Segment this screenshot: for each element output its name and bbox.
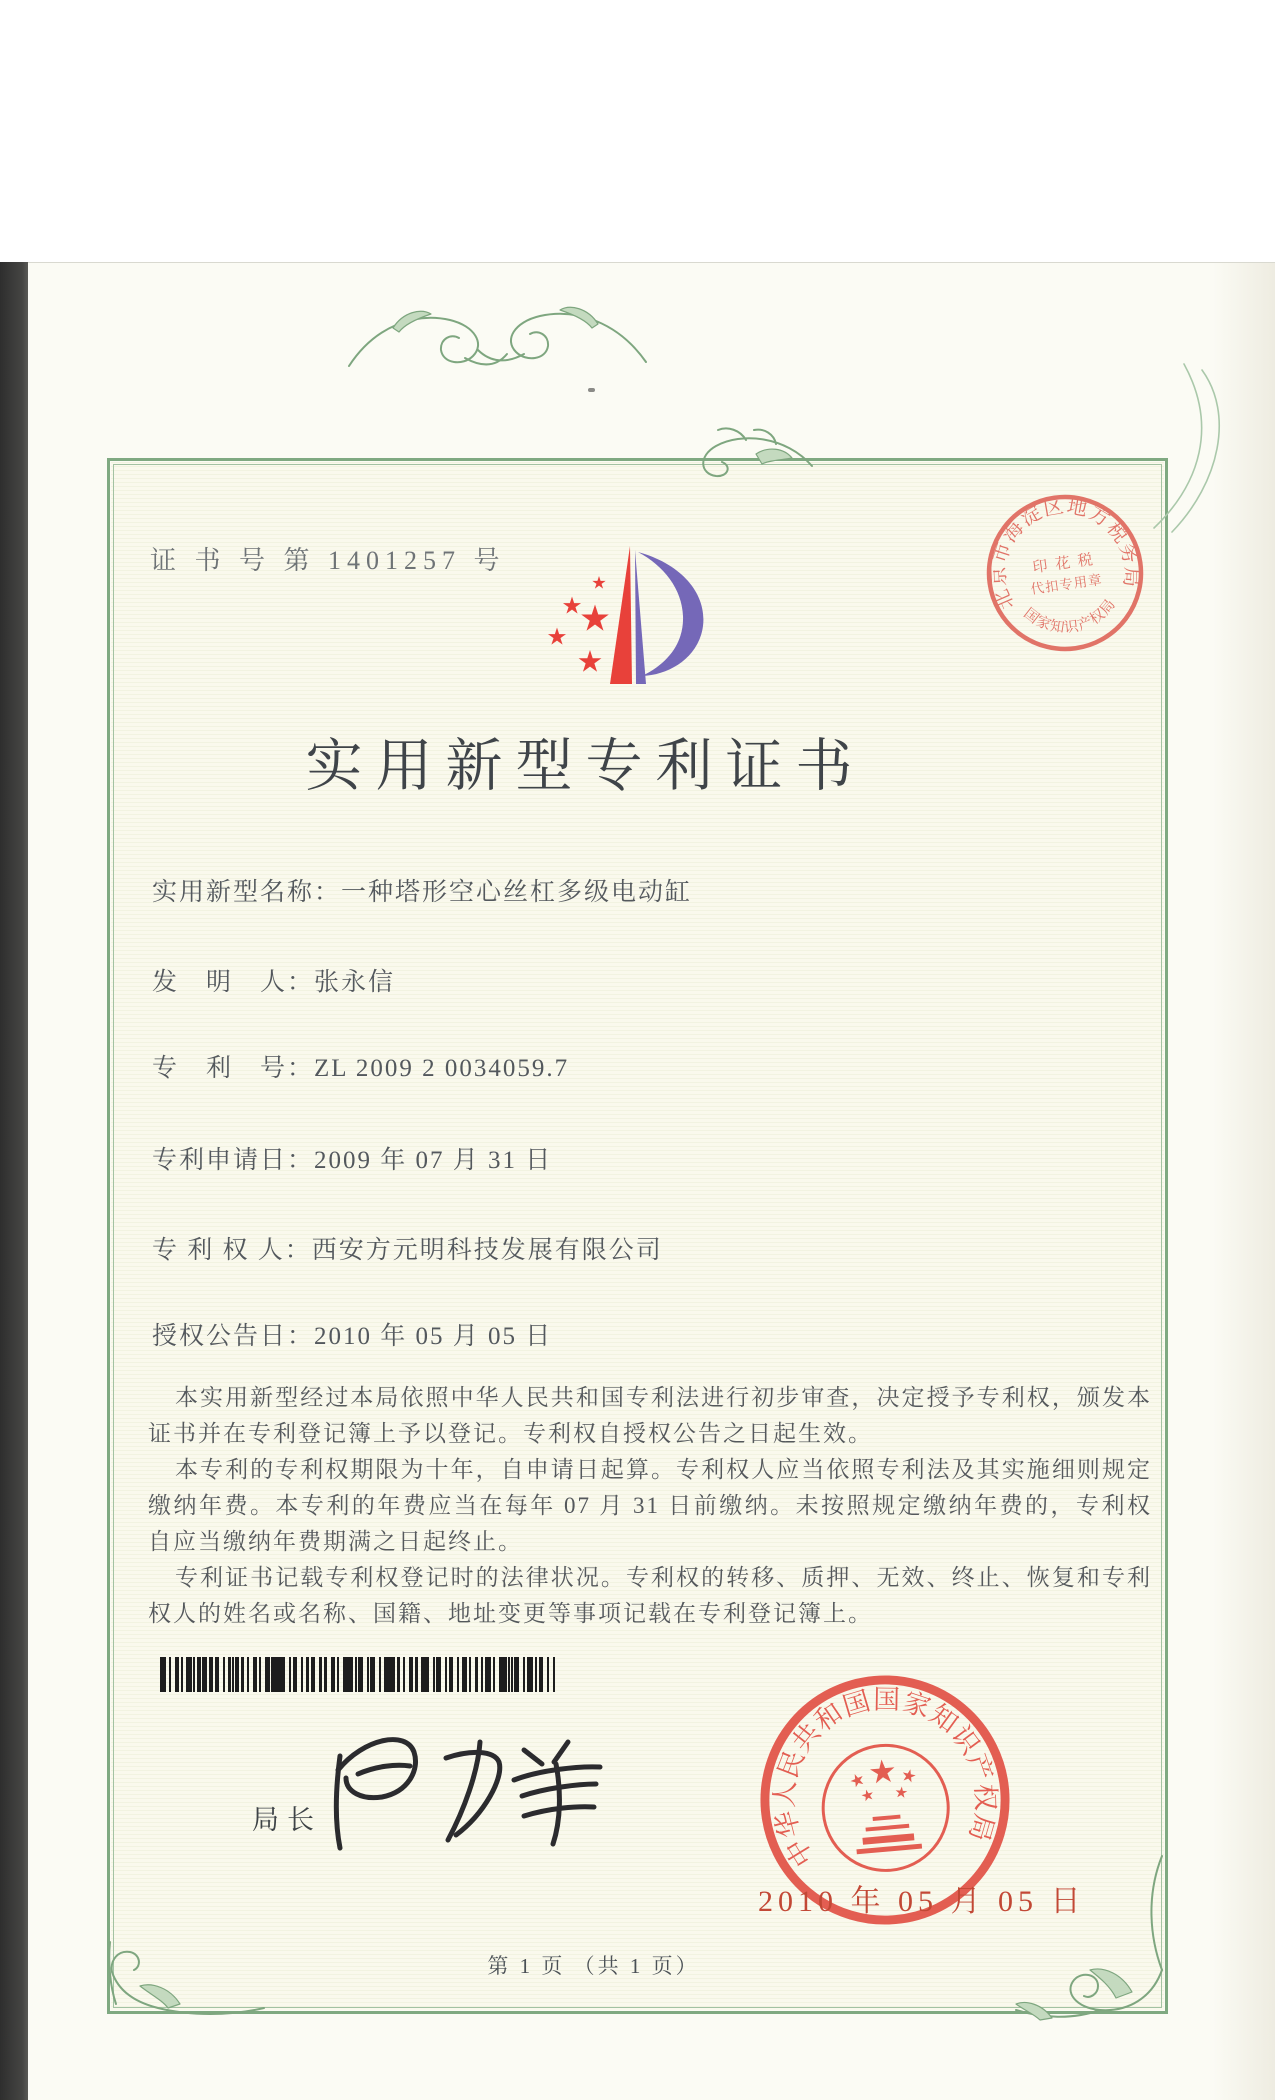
field-value: 2009 年 07 月 31 日 bbox=[314, 1147, 553, 1174]
certificate-title: 实用新型专利证书 bbox=[305, 735, 866, 798]
legal-text-block bbox=[148, 1380, 1152, 1632]
field-label: 专利申请日： bbox=[152, 1147, 315, 1174]
barcode bbox=[160, 1657, 555, 1692]
tax-stamp-seal bbox=[980, 488, 1150, 658]
tax-seal-center-line1: 印 花 税 bbox=[1031, 551, 1096, 577]
field-label: 实用新型名称： bbox=[152, 879, 342, 906]
top-right-corner-flourish-icon bbox=[1142, 356, 1234, 534]
scanner-edge-band bbox=[0, 262, 28, 2100]
field-inventor bbox=[152, 962, 395, 998]
ink-speck bbox=[588, 388, 595, 392]
tax-seal-top-arc-text: 北京市海淀区地方税务局 bbox=[987, 495, 1143, 613]
field-patent-number bbox=[152, 1048, 569, 1084]
field-value: ZL 2009 2 0034059.7 bbox=[314, 1055, 570, 1082]
issue-date: 2010 年 05 月 05 日 bbox=[758, 1885, 1086, 1918]
top-flourish-right-icon bbox=[462, 300, 650, 370]
frame-scroll-ornament-icon bbox=[686, 424, 818, 490]
field-label: 专 利 号： bbox=[152, 1055, 315, 1082]
field-value: 西安方元明科技发展有限公司 bbox=[311, 1237, 663, 1264]
legal-paragraph-3: 专利证书记载专利权登记时的法律状况。专利权的转移、质押、无效、终止、恢复和专利权人的姓名或名称、国籍、地址变更等事项记载在专利登记簿上。 bbox=[148, 1565, 1152, 1626]
legal-paragraph-1: 本实用新型经过本局依照中华人民共和国专利法进行初步审查，决定授予专利权，颁发本证书并在专利登记簿上予以登记。专利权自授权公告之日起生效。 bbox=[148, 1385, 1152, 1446]
field-utility-model-name bbox=[152, 872, 692, 908]
national-emblem-icon bbox=[818, 1740, 953, 1875]
field-label: 发 明 人： bbox=[152, 969, 315, 996]
director-title-label: 局长 bbox=[252, 1805, 322, 1835]
field-patentee bbox=[152, 1230, 663, 1266]
field-value: 一种塔形空心丝杠多级电动缸 bbox=[341, 879, 693, 906]
svg-text:北京市海淀区地方税务局 bbox=[980, 488, 1147, 614]
field-label: 专 利 权 人： bbox=[152, 1237, 312, 1264]
sipo-logo bbox=[535, 542, 750, 694]
field-filing-date bbox=[152, 1140, 552, 1176]
field-label: 授权公告日： bbox=[152, 1323, 315, 1350]
field-value: 张永信 bbox=[314, 969, 396, 996]
director-handwritten-signature bbox=[318, 1722, 608, 1892]
office-seal-arc-text: 中华人民共和国国家知识产权局 bbox=[769, 1684, 1001, 1872]
tax-seal-bottom-arc-text: 国家知识产权局 bbox=[1020, 596, 1119, 637]
field-value: 2010 年 05 月 05 日 bbox=[314, 1323, 553, 1350]
page-number-footer: 第 1 页 （共 1 页） bbox=[487, 1954, 700, 1978]
certificate-number: 证 书 号 第 1401257 号 bbox=[150, 546, 506, 575]
tax-seal-center-line2: 代扣专用章 bbox=[1029, 571, 1104, 597]
field-grant-publication-date bbox=[152, 1316, 552, 1352]
legal-paragraph-2: 本专利的专利权期限为十年，自申请日起算。专利权人应当依照专利法及其实施细则规定缴纳年费。本专利的年费应当在每年 07 月 31 日前缴纳。未按照规定缴纳年费的，专利权自应当缴纳年费期满之日起终止。 bbox=[148, 1457, 1152, 1554]
